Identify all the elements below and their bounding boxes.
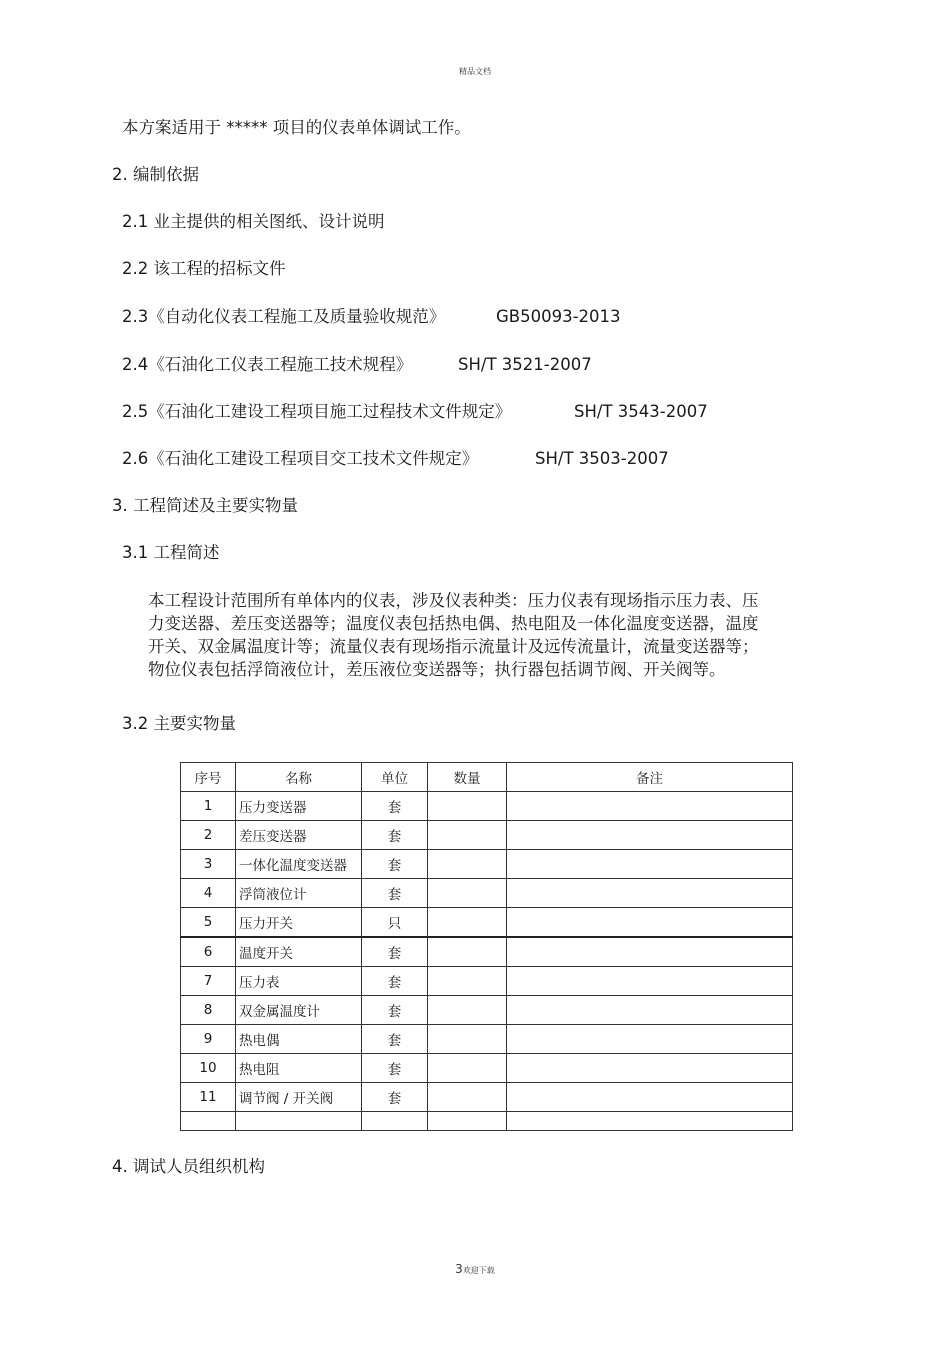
- cell-remark: [507, 1025, 793, 1054]
- table-row: [181, 967, 793, 996]
- cell-name: 浮筒液位计: [236, 879, 362, 908]
- cell-quantity: [428, 908, 507, 938]
- cell-quantity: [428, 1054, 507, 1083]
- item-2-5-code: SH/T 3543-2007: [574, 402, 708, 421]
- cell-remark: [507, 1054, 793, 1083]
- cell-index: 9: [181, 1025, 236, 1054]
- cell-index: 8: [181, 996, 236, 1025]
- cell-unit: 套: [362, 821, 428, 850]
- overview-line: 物位仪表包括浮筒液位计，差压液位变送器等；执行器包括调节阀、开关阀等。: [148, 660, 726, 679]
- table-row: [181, 908, 793, 938]
- cell-name: 压力开关: [236, 908, 362, 938]
- item-3-2: 3.2 主要实物量: [122, 714, 236, 733]
- cell-remark: [507, 792, 793, 821]
- item-2-5: 2.5《石油化工建设工程项目施工过程技术文件规定》: [122, 402, 512, 421]
- table-row: [181, 792, 793, 821]
- cell-unit: 套: [362, 967, 428, 996]
- overview-line: 开关、双金属温度计等；流量仪表有现场指示流量计及远传流量计，流量变送器等；: [148, 637, 759, 656]
- cell-name: 双金属温度计: [236, 996, 362, 1025]
- cell-name: 调节阀 / 开关阀: [236, 1083, 362, 1112]
- item-2-4-code: SH/T 3521-2007: [458, 355, 592, 374]
- cell-index: 5: [181, 908, 236, 938]
- col-header-name: 名称: [236, 763, 362, 792]
- cell-unit: 套: [362, 996, 428, 1025]
- cell-remark: [507, 967, 793, 996]
- cell-quantity: [428, 967, 507, 996]
- cell-index: 10: [181, 1054, 236, 1083]
- cell-quantity: [428, 821, 507, 850]
- item-2-4: 2.4《石油化工仪表工程施工技术规程》: [122, 355, 413, 374]
- cell-name: 差压变送器: [236, 821, 362, 850]
- table-row: [181, 1083, 793, 1112]
- item-2-6: 2.6《石油化工建设工程项目交工技术文件规定》: [122, 449, 479, 468]
- col-header-remark: 备注: [507, 763, 793, 792]
- cell-quantity: [428, 937, 507, 967]
- cell-unit: 套: [362, 1083, 428, 1112]
- section-2-heading: 2. 编制依据: [112, 165, 199, 184]
- section-4-heading: 4. 调试人员组织机构: [112, 1157, 265, 1176]
- cell-quantity: [428, 879, 507, 908]
- cell-index: 11: [181, 1083, 236, 1112]
- cell-name: 温度开关: [236, 937, 362, 967]
- cell-unit: 套: [362, 792, 428, 821]
- cell-remark: [507, 1083, 793, 1112]
- cell-name: 一体化温度变送器: [236, 850, 362, 879]
- cell-quantity: [428, 1083, 507, 1112]
- cell-unit: 套: [362, 1025, 428, 1054]
- cell-index: 1: [181, 792, 236, 821]
- table-row: [181, 937, 793, 967]
- cell-remark: [507, 908, 793, 938]
- table-row: [181, 850, 793, 879]
- cell-unit: 套: [362, 937, 428, 967]
- cell-unit: 套: [362, 879, 428, 908]
- page-number: 3: [455, 1262, 463, 1276]
- cell-remark: [507, 937, 793, 967]
- cell-index: 2: [181, 821, 236, 850]
- cell-quantity: [428, 792, 507, 821]
- table-row: [181, 821, 793, 850]
- cell-unit: 只: [362, 908, 428, 938]
- cell-name: 热电阻: [236, 1054, 362, 1083]
- cell-unit: 套: [362, 1054, 428, 1083]
- cell-index: 3: [181, 850, 236, 879]
- item-2-1: 2.1 业主提供的相关图纸、设计说明: [122, 212, 385, 231]
- col-header-quantity: 数量: [428, 763, 507, 792]
- col-header-index: 序号: [181, 763, 236, 792]
- footer-note: 欢迎下载: [462, 1266, 495, 1275]
- section-3-heading: 3. 工程简述及主要实物量: [112, 496, 298, 515]
- cell-remark: [507, 879, 793, 908]
- overview-paragraph: [148, 589, 816, 681]
- cell-name: 热电偶: [236, 1025, 362, 1054]
- cell-remark: [507, 821, 793, 850]
- table-row-empty: [181, 1112, 793, 1131]
- item-2-3: 2.3《自动化仪表工程施工及质量验收规范》: [122, 307, 446, 326]
- table-header-row: [181, 763, 793, 792]
- cell-name: 压力变送器: [236, 792, 362, 821]
- cell-quantity: [428, 1025, 507, 1054]
- cell-unit: 套: [362, 850, 428, 879]
- cell-remark: [507, 996, 793, 1025]
- cell-index: 7: [181, 967, 236, 996]
- overview-line: 力变送器、差压变送器等；温度仪表包括热电偶、热电阻及一体化温度变送器，温度: [148, 614, 759, 633]
- col-header-unit: 单位: [362, 763, 428, 792]
- overview-line: 本工程设计范围所有单体内的仪表，涉及仪表种类：压力仪表有现场指示压力表、压: [148, 591, 759, 610]
- item-2-3-code: GB50093-2013: [496, 307, 621, 326]
- item-2-2: 2.2 该工程的招标文件: [122, 259, 286, 278]
- cell-quantity: [428, 996, 507, 1025]
- page-header: 精品文档: [459, 67, 491, 76]
- table-row: [181, 1054, 793, 1083]
- cell-index: 6: [181, 937, 236, 967]
- page-footer: [0, 1262, 950, 1276]
- cell-remark: [507, 850, 793, 879]
- intro-text: 本方案适用于 ***** 项目的仪表单体调试工作。: [122, 118, 471, 137]
- quantity-table: [180, 762, 793, 1131]
- cell-quantity: [428, 850, 507, 879]
- item-2-6-code: SH/T 3503-2007: [535, 449, 669, 468]
- item-3-1: 3.1 工程简述: [122, 543, 220, 562]
- cell-name: 压力表: [236, 967, 362, 996]
- cell-index: 4: [181, 879, 236, 908]
- table-row: [181, 996, 793, 1025]
- table-row: [181, 879, 793, 908]
- table-row: [181, 1025, 793, 1054]
